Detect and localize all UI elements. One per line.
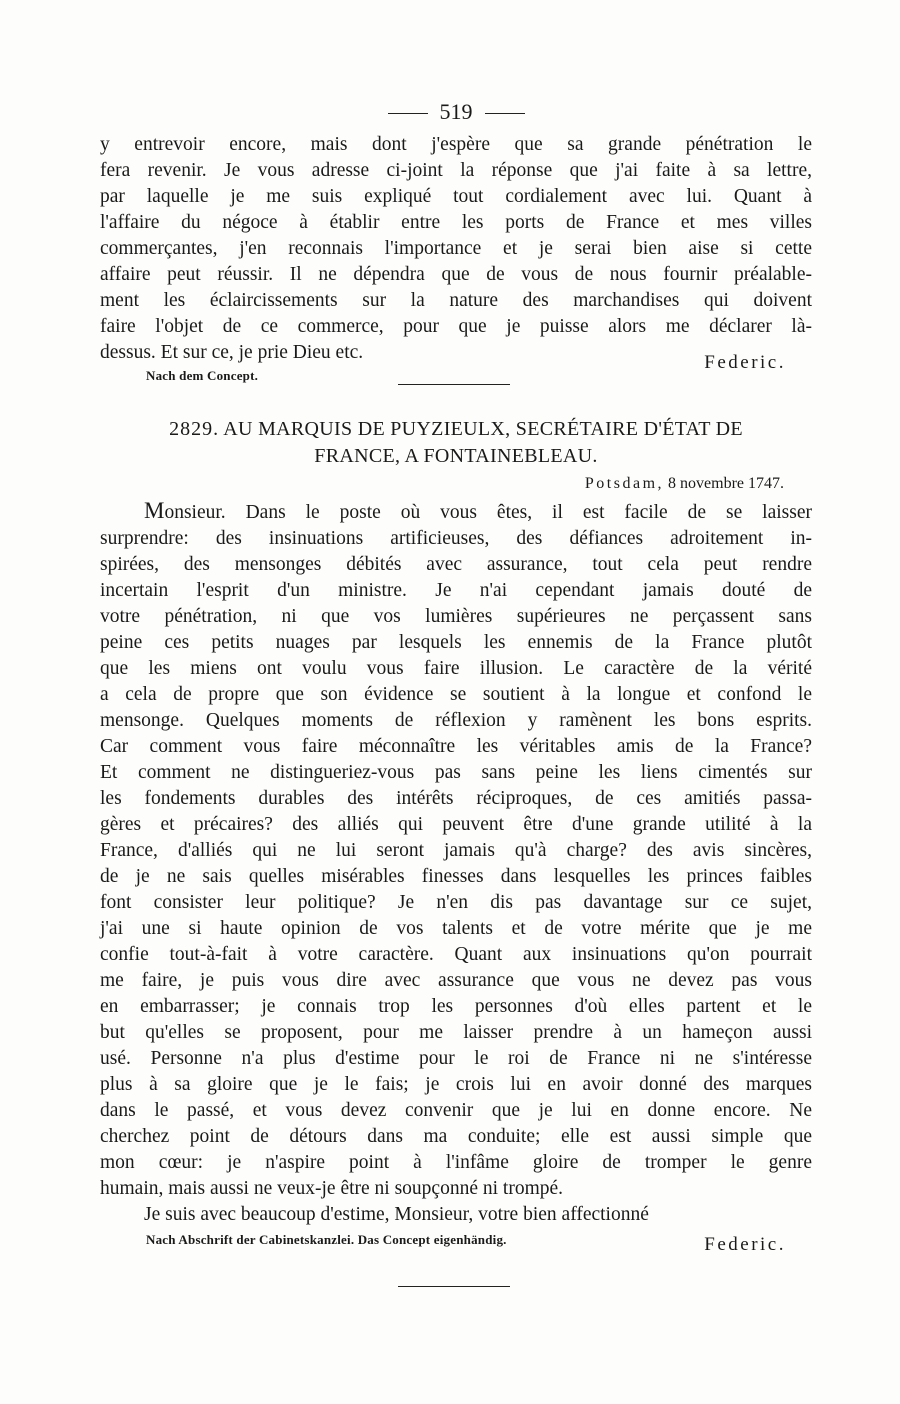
text-line: humain, mais aussi ne veux-je être ni soupçonné ni trompé. xyxy=(100,1178,564,1199)
text-line: spirées, des mensonges débités avec assurance, tout cela peut rendre xyxy=(100,554,812,575)
dateline-date: 8 novembre 1747. xyxy=(668,475,784,492)
initial-letter: M xyxy=(144,498,165,523)
text-line: Monsieur. Dans le poste où vous êtes, il est facile de se laisser xyxy=(144,498,812,523)
text-line: les fondements durables des intérêts réciproques, de ces amitiés passa- xyxy=(100,788,812,809)
header-dash-left xyxy=(388,113,428,114)
text-line: en embarrasser; je connais trop les personnes d'où elles partent et le xyxy=(100,996,812,1017)
text-line: usé. Personne n'a plus d'estime pour le roi de France ni ne s'intéresse xyxy=(100,1048,812,1069)
letter-number: 2829. xyxy=(169,418,220,440)
previous-letter-ending xyxy=(100,132,812,373)
text-line: mon cœur: je n'aspire point à l'infâme gloire de tromper le genre xyxy=(100,1152,812,1173)
text-line: France, d'alliés qui ne lui seront jamais qu'à charge? des avis sincères, xyxy=(100,840,812,861)
text-line: font consister leur politique? Je n'en dis pas davantage sur ce sujet, xyxy=(100,892,812,913)
text-line: incertain l'esprit d'un ministre. Je n'ai cependant jamais douté de xyxy=(100,580,812,601)
source-note: Nach dem Concept. xyxy=(146,368,259,383)
signature: Federic. xyxy=(704,352,786,373)
text-line: me faire, je puis vous dire avec assurance que vous ne devez pas vous xyxy=(100,970,812,991)
letter-body xyxy=(100,498,812,1228)
text-line: de je ne sais quelles misérables finesses dans lesquelles les princes faibles xyxy=(100,866,812,887)
text-line: gères et précaires? des alliés qui peuvent être d'une grande utilité à la xyxy=(100,814,812,835)
header-dash-right xyxy=(485,113,525,114)
text-line: confie tout-à-fait à votre caractère. Quant aux insinuations qu'on pourrait xyxy=(100,944,812,965)
source-note: Nach Abschrift der Cabinetskanzlei. Das Concept eigenhändig. xyxy=(146,1232,507,1247)
text-line: plus à sa gloire que je le fais; je crois lui en avoir donné des marques xyxy=(100,1074,812,1095)
text-line: par laquelle je me suis expliqué tout cordialement avec lui. Quant à xyxy=(100,186,812,207)
text-line: Et comment ne distingueriez-vous pas sans peine les liens cimentés sur xyxy=(100,762,812,783)
text-line: y entrevoir encore, mais dont j'espère que sa grande pénétration le xyxy=(100,134,812,155)
end-rule xyxy=(398,1286,510,1287)
source-row xyxy=(100,366,812,392)
letter-heading xyxy=(100,416,812,470)
text-line: dans le passé, et vous devez convenir que je lui en donne encore. Ne xyxy=(100,1100,812,1121)
signature: Federic. xyxy=(704,1234,786,1255)
text-line: but qu'elles se proposent, pour me laisser prendre à un hameçon aussi xyxy=(100,1022,812,1043)
text-line: Car comment vous faire méconnaître les véritables amis de la France? xyxy=(100,736,812,757)
text-line: mensonge. Quelques moments de réflexion y ramènent les bons esprits. xyxy=(100,710,812,731)
text-line: votre pénétration, ni que vos lumières supérieures ne perçassent sans xyxy=(100,606,812,627)
text-line: fera revenir. Je vous adresse ci-joint la réponse que j'ai faite à sa lettre, xyxy=(100,160,812,181)
text-line: a cela de propre que son évidence se soutient à la longue et confond le xyxy=(100,684,812,705)
text-line: dessus. Et sur ce, je prie Dieu etc. xyxy=(100,342,364,363)
dateline-place: Potsdam, xyxy=(584,475,665,492)
heading-line: AU MARQUIS DE PUYZIEULX, SECRÉTAIRE D'ÉTAT DE xyxy=(223,418,743,440)
dateline xyxy=(100,470,812,498)
closing-row xyxy=(100,340,812,373)
text-line: affaire peut réussir. Il ne dépendra que de vous de nous fournir préalable- xyxy=(100,264,812,285)
text-line: faire l'objet de ce commerce, pour que je puisse alors me déclarer là- xyxy=(100,316,812,337)
text-line: commerçantes, j'en reconnais l'importance et je serai bien aise si cette xyxy=(100,238,812,259)
closing-line: Je suis avec beaucoup d'estime, Monsieur, votre bien affectionné xyxy=(144,1204,649,1225)
heading-line: FRANCE, A FONTAINEBLEAU. xyxy=(314,445,598,467)
page-number: 519 xyxy=(439,99,473,124)
book-page xyxy=(100,92,812,1287)
separator-rule xyxy=(398,384,510,385)
text-line: ment les éclaircissements sur la nature des marchandises qui doivent xyxy=(100,290,812,311)
page-header xyxy=(100,92,812,132)
text-line: surprendre: des insinuations artificieuses, des défiances adroitement in- xyxy=(100,528,812,549)
text-line: que les miens ont voulu vous faire illusion. Le caractère de la vérité xyxy=(100,658,812,679)
letter-footer-row xyxy=(100,1228,812,1262)
text-line: cherchez point de détours dans ma conduite; elle est aussi simple que xyxy=(100,1126,812,1147)
text-line: j'ai une si haute opinion de vos talents et de votre mérite que je me xyxy=(100,918,812,939)
text-line: peine ces petits nuages par lesquels les ennemis de la France plutôt xyxy=(100,632,812,653)
text-line: l'affaire du négoce à établir entre les ports de France et mes villes xyxy=(100,212,812,233)
